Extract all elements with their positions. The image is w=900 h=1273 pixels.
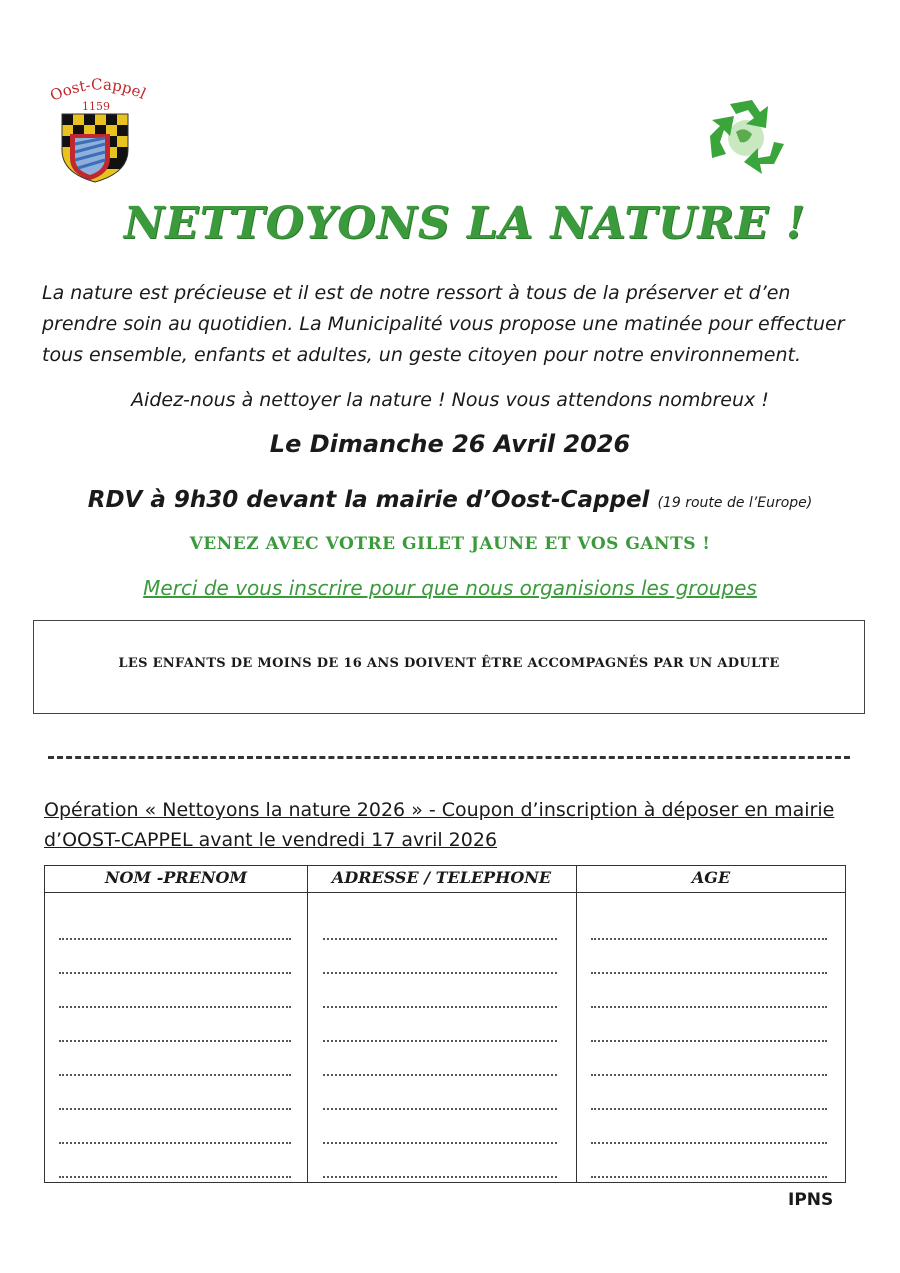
blank-entry-field[interactable]: [323, 1040, 557, 1042]
page-title: NETTOYONS LA NATURE !: [123, 198, 807, 249]
blank-entry-field[interactable]: [591, 1108, 827, 1110]
blank-entry-field[interactable]: [323, 972, 557, 974]
column-header-name: NOM -PRENOM: [104, 868, 248, 887]
appeal-text: Aidez-nous à nettoyer la nature ! Nous vous attendons nombreux !: [131, 389, 769, 411]
blank-entry-field[interactable]: [59, 938, 291, 940]
meeting-point-main: RDV à 9h30 devant la mairie d’Oost-Cappel: [87, 487, 650, 513]
event-date: Le Dimanche 26 Avril 2026: [269, 430, 631, 458]
column-divider: [576, 866, 577, 1182]
intro-paragraph: [42, 278, 872, 371]
registration-table: [44, 865, 846, 1183]
ipns-label: IPNS: [788, 1190, 834, 1210]
blank-entry-field[interactable]: [591, 1006, 827, 1008]
logo-year: 1159: [82, 100, 110, 113]
meeting-point: [0, 487, 900, 513]
cut-line: [48, 756, 850, 759]
blank-entry-field[interactable]: [323, 1074, 557, 1076]
column-divider: [307, 866, 308, 1182]
coat-of-arms-icon: [62, 114, 128, 184]
blank-entry-field[interactable]: [59, 1074, 291, 1076]
blank-entry-field[interactable]: [323, 1176, 557, 1178]
town-logo: [40, 78, 160, 188]
blank-entry-field[interactable]: [323, 1142, 557, 1144]
header-divider: [45, 892, 845, 893]
blank-entry-field[interactable]: [323, 938, 557, 940]
coupon-line: Opération « Nettoyons la nature 2026 » - Coupon d’inscription à déposer en mairie: [44, 799, 835, 821]
register-request: Merci de vous inscrire pour que nous organisions les groupes: [143, 576, 757, 600]
equipment-notice: VENEZ AVEC VOTRE GILET JAUNE ET VOS GANTS !: [189, 534, 711, 554]
blank-entry-field[interactable]: [591, 1142, 827, 1144]
blank-entry-field[interactable]: [323, 1006, 557, 1008]
blank-entry-field[interactable]: [591, 1040, 827, 1042]
blank-entry-field[interactable]: [59, 1040, 291, 1042]
blank-entry-field[interactable]: [59, 1142, 291, 1144]
logo-town-name: Oost-Cappel: [47, 78, 149, 105]
blank-entry-field[interactable]: [59, 972, 291, 974]
intro-line: La nature est précieuse et il est de notre ressort à tous de la préserver et d’en: [42, 282, 791, 304]
blank-entry-field[interactable]: [323, 1108, 557, 1110]
blank-entry-field[interactable]: [591, 1176, 827, 1178]
coupon-line: d’OOST-CAPPEL avant le vendredi 17 avril 2026: [44, 829, 498, 851]
children-notice: LES ENFANTS DE MOINS DE 16 ANS DOIVENT ÊTRE ACCOMPAGNÉS PAR UN ADULTE: [118, 656, 780, 671]
intro-line: prendre soin au quotidien. La Municipalité vous propose une matinée pour effectuer: [42, 313, 845, 335]
blank-entry-field[interactable]: [59, 1176, 291, 1178]
blank-entry-field[interactable]: [591, 1074, 827, 1076]
meeting-point-address: (19 route de l’Europe): [657, 495, 813, 511]
recycle-globe-icon: [700, 92, 792, 184]
blank-entry-field[interactable]: [59, 1108, 291, 1110]
blank-entry-field[interactable]: [591, 972, 827, 974]
blank-entry-field[interactable]: [59, 1006, 291, 1008]
column-header-address: ADRESSE / TELEPHONE: [331, 868, 552, 887]
column-header-age: AGE: [691, 868, 731, 887]
intro-line: tous ensemble, enfants et adultes, un geste citoyen pour notre environnement.: [42, 344, 801, 366]
blank-entry-field[interactable]: [591, 938, 827, 940]
coupon-heading: [44, 795, 864, 855]
